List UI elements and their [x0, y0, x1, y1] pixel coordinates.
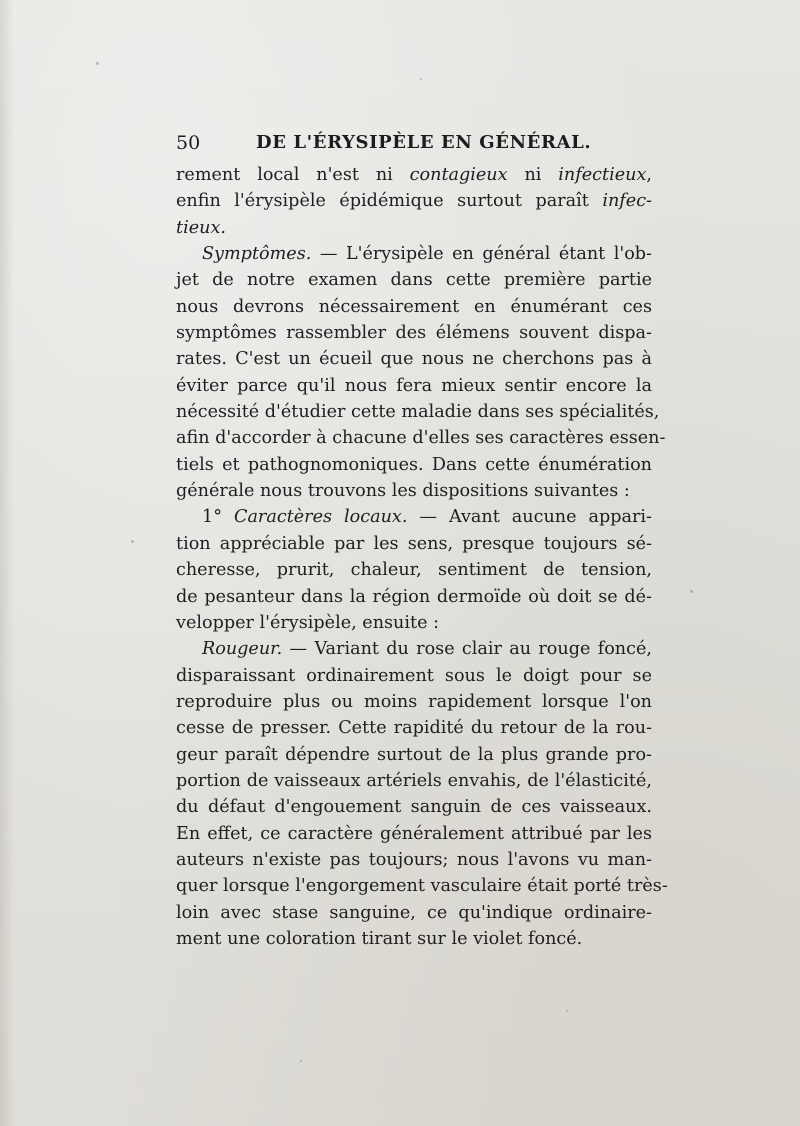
- text-segment: velopper l'érysipèle, ensuite :: [176, 612, 440, 633]
- text-line: [176, 215, 652, 241]
- text-segment: nécessité d'étudier cette maladie dans ses spécialités,: [176, 402, 660, 423]
- italic-text: infectieux: [558, 165, 647, 185]
- text-segment: rement local n'est ni: [176, 165, 410, 185]
- paper-speck: [690, 590, 693, 593]
- text-segment: éviter parce qu'il nous fera mieux sentir encore la: [176, 375, 652, 396]
- text-line: [176, 452, 652, 478]
- paper-speck: [566, 1010, 568, 1012]
- text-segment: de pesanteur dans la région dermoïde où doit se dé-: [176, 586, 652, 607]
- text-segment: — Avant aucune appari-: [407, 507, 652, 528]
- italic-text: Rougeur.: [202, 639, 283, 660]
- text-line: [176, 900, 652, 926]
- text-line: [176, 478, 652, 504]
- text-line: [176, 794, 652, 820]
- text-segment: jet de notre examen dans cette première partie: [176, 270, 652, 291]
- text-line: [176, 241, 652, 267]
- text-segment: du défaut d'engouement sanguin de ces vaisseaux.: [176, 797, 652, 818]
- text-segment: loin avec stase sanguine, ce qu'indique ordinaire-: [176, 902, 652, 923]
- italic-text: tieux.: [176, 217, 226, 238]
- italic-text: Caractères locaux.: [233, 507, 408, 528]
- text-line: [176, 821, 652, 847]
- paper-speck: [131, 540, 134, 543]
- text-segment: cesse de presser. Cette rapidité du retour de la rou-: [176, 718, 652, 739]
- text-segment: symptômes rassembler des élémens souvent dispa-: [176, 323, 652, 344]
- paper-speck: [300, 1060, 302, 1062]
- text-line: [176, 584, 652, 610]
- text-line: [176, 689, 652, 715]
- text-line: [176, 873, 668, 899]
- text-line: [176, 610, 652, 636]
- text-segment: quer lorsque l'engorgement vasculaire était porté très-: [176, 876, 668, 897]
- italic-text: infec-: [602, 191, 652, 212]
- text-segment: nous devrons nécessairement en énumérant ces: [176, 296, 652, 317]
- text-segment: tion appréciable par les sens, presque toujours sé-: [176, 533, 652, 554]
- text-segment: afin d'accorder à chacune d'elles ses caractères essen-: [176, 428, 666, 449]
- text-line: [176, 320, 652, 346]
- page-number: 50: [176, 132, 201, 154]
- text-line: [176, 715, 652, 741]
- text-segment: tiels et pathognomoniques. Dans cette énumération: [176, 454, 652, 475]
- text-line: [176, 557, 652, 583]
- text-line: [176, 663, 652, 689]
- text-segment: geur paraît dépendre surtout de la plus grande pro-: [176, 744, 652, 765]
- running-title: DE L'ÉRYSIPÈLE EN GÉNÉRAL.: [256, 132, 592, 153]
- text-line: [176, 425, 666, 451]
- text-segment: En effet, ce caractère généralement attribué par les: [176, 823, 652, 844]
- body-text: [176, 162, 668, 952]
- text-line: [176, 267, 652, 293]
- text-line: [176, 636, 652, 662]
- text-line: [176, 373, 652, 399]
- text-segment: disparaissant ordinairement sous le doigt pour se: [176, 665, 652, 686]
- text-line: [176, 399, 660, 425]
- text-segment: ni: [507, 165, 559, 185]
- text-segment: auteurs n'existe pas toujours; nous l'avons vu man-: [176, 849, 652, 870]
- italic-text: Symptômes.: [202, 244, 312, 265]
- text-line: [176, 162, 652, 188]
- text-line: [176, 504, 652, 530]
- text-segment: ment une coloration tirant sur le violet foncé.: [176, 928, 583, 949]
- text-line: [176, 531, 652, 557]
- text-line: [176, 926, 652, 952]
- text-line: [176, 742, 652, 768]
- text-segment: 1°: [202, 507, 234, 528]
- running-head: [176, 128, 656, 158]
- paper-speck: [96, 62, 99, 65]
- text-segment: reproduire plus ou moins rapidement lorsque l'on: [176, 691, 652, 712]
- text-segment: — Variant du rose clair au rouge foncé,: [282, 639, 652, 660]
- text-line: [176, 847, 652, 873]
- text-line: [176, 346, 652, 372]
- text-line: [176, 768, 652, 794]
- paper-speck: [420, 78, 422, 80]
- text-segment: rates. C'est un écueil que nous ne cherchons pas à: [176, 349, 652, 370]
- italic-text: contagieux: [409, 165, 508, 185]
- text-line: [176, 188, 652, 214]
- text-segment: — L'érysipèle en général étant l'ob-: [311, 244, 652, 265]
- text-segment: générale nous trouvons les dispositions suivantes :: [176, 481, 630, 502]
- text-segment: enfin l'érysipèle épidémique surtout paraît: [176, 191, 603, 212]
- text-segment: cheresse, prurit, chaleur, sentiment de tension,: [176, 560, 652, 581]
- text-segment: ,: [646, 165, 652, 185]
- page-gutter-shadow: [0, 0, 14, 1126]
- text-segment: portion de vaisseaux artériels envahis, de l'élasticité,: [176, 770, 652, 791]
- text-line: [176, 294, 652, 320]
